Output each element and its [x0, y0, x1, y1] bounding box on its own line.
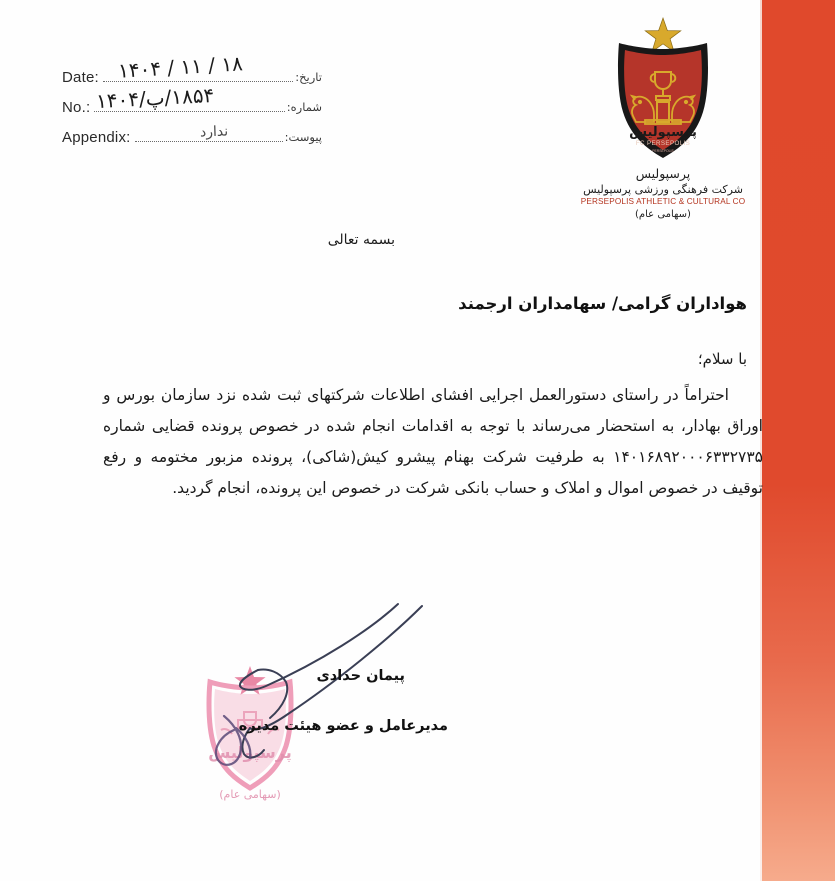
handwritten-appendix-value: ندارد	[199, 123, 229, 141]
company-name-en: PERSEPOLIS ATHLETIC & CULTURAL CO	[580, 197, 746, 207]
date-label-en: Date:	[62, 69, 99, 86]
appendix-dotted-line	[135, 140, 283, 142]
handwritten-number-value: ۱۸۵۴/پ/۱۴۰۴	[95, 82, 215, 114]
appendix-label-fa: پیوست:	[284, 130, 322, 144]
body-paragraph: احتراماً در راستای دستورالعمل اجرایی افشای اطلاعات شرکتهای ثبت شده نزد سازمان بورس و اوراق بهادار، به استحضار می‌رساند با توجه به اقدامات انجام شده در خصوص پرونده قضایی شماره ۱۴۰۱۶۸۹۲۰۰۰۶۳۳۲۷۳۵ به طرفیت شرکت بهنام پیشرو کیش(شاکی)، پرونده مزبور مختومه و رفع توقیف در خصوص اموال و املاک و حساب بانکی شرکت در خصوص این پرونده، انجام گردید.	[103, 386, 763, 497]
persepolis-shield-icon	[601, 14, 725, 164]
appendix-label-en: Appendix:	[62, 129, 131, 146]
signature-area	[140, 590, 460, 840]
svg-text:PERSEPOLIS: PERSEPOLIS	[652, 149, 674, 153]
letterhead-text	[575, 166, 751, 221]
date-label-fa: تاریخ:	[295, 70, 322, 84]
right-accent-stripe	[762, 0, 835, 881]
club-name-fa: پرسپولیس	[635, 166, 691, 181]
company-type-fa: (سهامی عام)	[635, 208, 691, 220]
signatory-title: مدیرعامل و عضو هیئت مدیره	[238, 718, 448, 734]
crest-wordmark-fa: پرسپولیس	[629, 125, 697, 140]
greeting: با سلام؛	[697, 350, 747, 368]
letterhead-logo-block	[575, 14, 751, 221]
signatory-name: پیمان حدادی	[316, 668, 405, 684]
stamp-company-type: (سهامی عام)	[219, 788, 281, 801]
number-label-fa: شماره:	[286, 100, 322, 114]
stamp-wordmark: پرسپولیس	[208, 743, 292, 762]
handwritten-date-value: ۱۸ / ۱۱ / ۱۴۰۴	[117, 51, 244, 83]
meta-row-appendix	[62, 116, 322, 146]
company-name-fa: شرکت فرهنگی ورزشی پرسپولیس	[583, 182, 743, 196]
handwritten-signature	[140, 590, 460, 840]
number-label-en: No.:	[62, 99, 91, 116]
letter-body	[103, 380, 763, 504]
basmala: بسمه تعالی	[327, 232, 395, 248]
salutation: هواداران گرامی/ سهامداران ارجمند	[458, 294, 747, 313]
crest-wordmark-en: FC PERSEPOLIS	[635, 140, 691, 147]
